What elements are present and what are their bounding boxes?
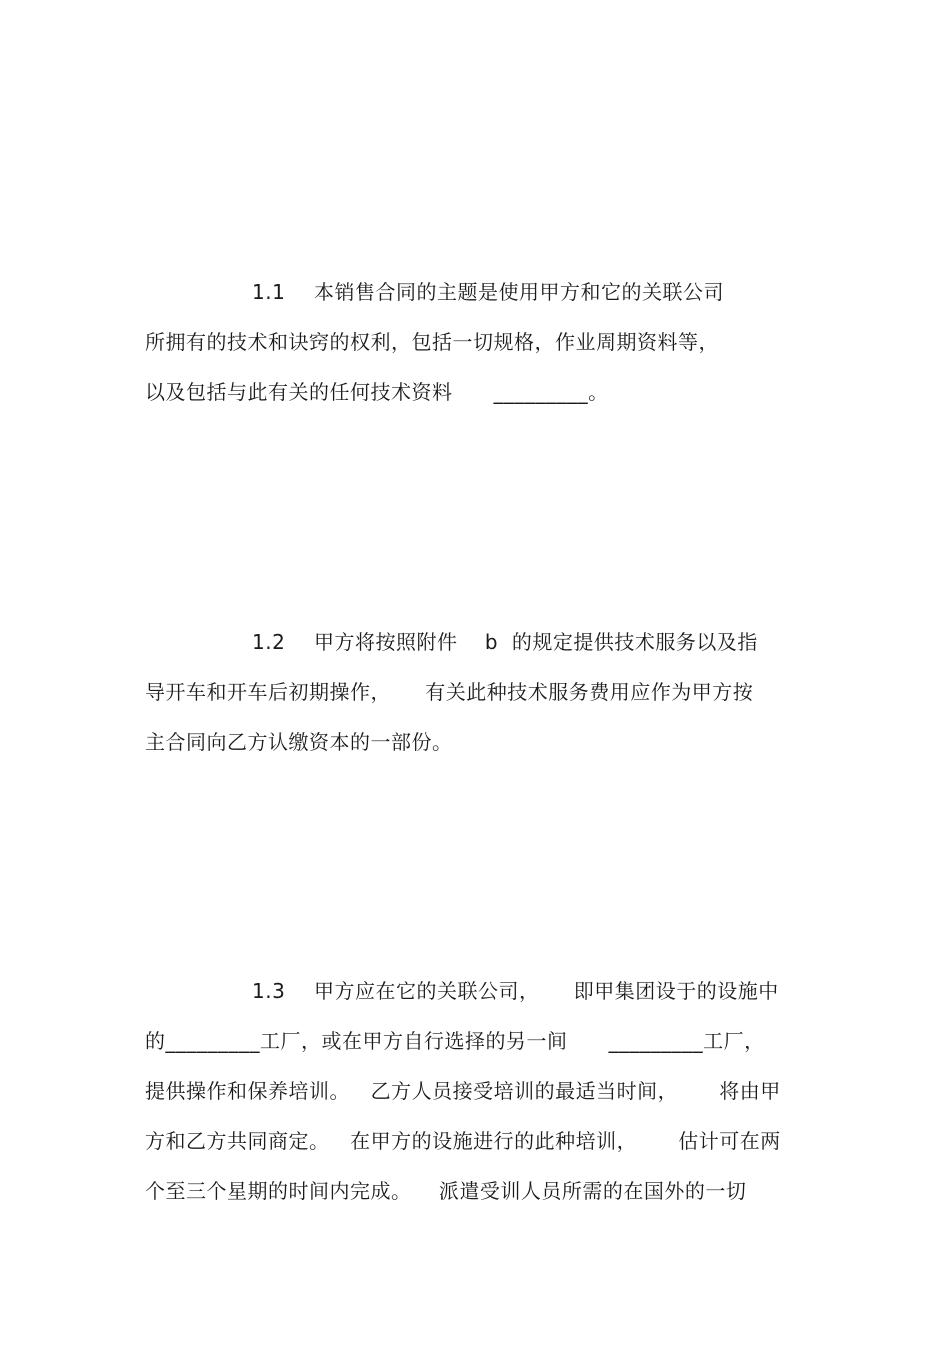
- section-number: 1.3: [252, 979, 286, 1003]
- section-number: 1.2: [252, 630, 286, 654]
- section-text: 甲方将按照附件 b 的规定提供技术服务以及指: [314, 630, 758, 654]
- section-line: [252, 628, 758, 656]
- section-line: 方和乙方共同商定。 在甲方的设施进行的此种培训， 估计可在两: [145, 1129, 781, 1153]
- section-line: [252, 278, 724, 306]
- section-number: 1.1: [252, 280, 286, 304]
- section-line: 主合同向乙方认缴资本的一部份。: [145, 730, 453, 754]
- section-text: 本销售合同的主题是使用甲方和它的关联公司: [314, 280, 724, 304]
- section-line: 提供操作和保养培训。 乙方人员接受培训的最适当时间， 将由甲: [145, 1079, 781, 1103]
- section-line: [252, 977, 779, 1005]
- section-line: 以及包括与此有关的任何技术资料 _________。: [145, 380, 609, 404]
- section-text: 甲方应在它的关联公司， 即甲集团设于的设施中: [314, 979, 779, 1003]
- section-line: 导开车和开车后初期操作， 有关此种技术服务费用应作为甲方按: [145, 680, 754, 704]
- section-line: 的_________工厂，或在甲方自行选择的另一间 _________工厂，: [145, 1029, 765, 1053]
- section-line: 个至三个星期的时间内完成。 派遣受训人员所需的在国外的一切: [145, 1179, 747, 1203]
- section-line: 所拥有的技术和诀窍的权利，包括一切规格，作业周期资料等，: [145, 330, 719, 354]
